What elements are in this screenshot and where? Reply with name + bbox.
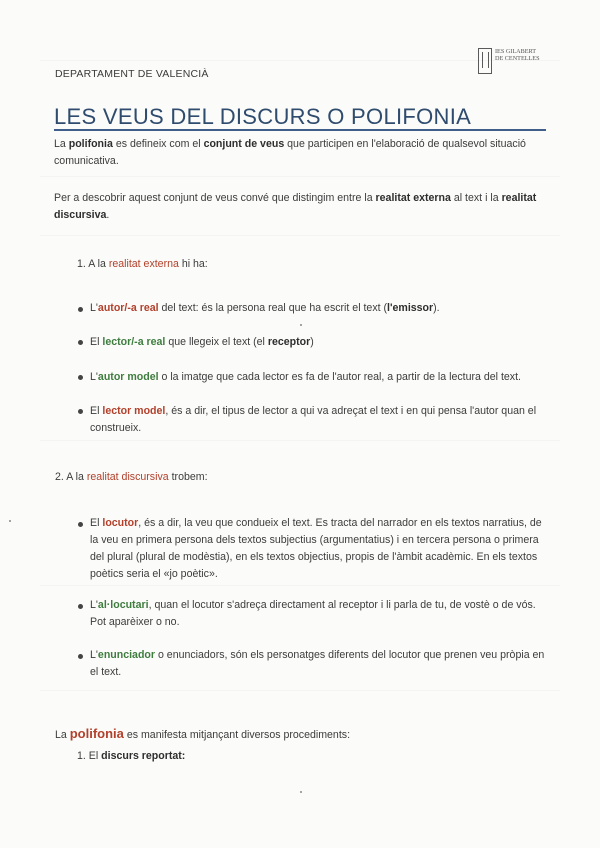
logo-line-1: IES GILABERT	[495, 48, 537, 55]
list-item-lector-real: El lector/-a real que llegeix el text (el receptor)	[90, 336, 314, 348]
polifonia-procediments: La polifonia es manifesta mitjançant diversos procediments:	[55, 726, 351, 741]
bullet-icon	[78, 340, 83, 345]
school-logo	[478, 48, 540, 74]
show-through-line	[40, 176, 560, 177]
show-through-line	[40, 585, 560, 586]
bullet-icon	[78, 654, 83, 659]
show-through-line	[40, 440, 560, 441]
list-item-lector-model: El lector model, és a dir, el tipus de lector a qui va adreçat el text i en qui pensa l'autor quan el construeix.	[90, 405, 537, 434]
section-1-heading: 1. A la realitat externa hi ha:	[77, 258, 208, 270]
bullet-icon	[78, 604, 83, 609]
intro-definition: La polifonia es defineix com el conjunt de veus que participen en l'elaboració de qualsevol situació comunicativa.	[54, 138, 526, 167]
show-through-line	[40, 235, 560, 236]
page-title: LES VEUS DEL DISCURS O POLIFONIA	[54, 104, 472, 129]
bullet-icon	[78, 522, 83, 527]
bullet-icon	[78, 409, 83, 414]
logo-text	[495, 48, 540, 62]
list-item-autor-model: L'autor model o la imatge que cada lector es fa de l'autor real, a partir de la lectura del text.	[90, 371, 521, 383]
department-header: DEPARTAMENT DE VALENCIÀ	[55, 68, 209, 80]
section-2-heading: 2. A la realitat discursiva trobem:	[55, 471, 208, 483]
list-item-allocutari: L'al·locutari, quan el locutor s'adreça directament al receptor i li parla de tu, de vostè o de vós. Pot aparèixer o no.	[90, 599, 536, 628]
logo-line-2: DE CENTELLES	[495, 55, 540, 62]
logo-mark-icon	[478, 48, 492, 74]
show-through-line	[40, 690, 560, 691]
bullet-icon	[78, 307, 83, 312]
list-item-enunciador: L'enunciador o enunciadors, són els personatges diferents del locutor que prenen veu pròpia en el text.	[90, 649, 545, 678]
scan-speck	[300, 791, 302, 793]
intro-distinction: Per a descobrir aquest conjunt de veus convé que distingim entre la realitat externa al text i la realitat discursiva.	[54, 192, 537, 221]
list-item-autor-real: L'autor/-a real del text: és la persona real que ha escrit el text (l'emissor).	[90, 302, 440, 314]
scan-speck	[300, 324, 302, 326]
title-underline	[54, 129, 546, 131]
scan-speck	[9, 520, 11, 522]
list-item-locutor: El locutor, és a dir, la veu que condueix el text. Es tracta del narrador en els textos narratius, de la veu en primera persona dels textos subjectius (argumentatius) i en tercera persona o primera del plural (plural de modèstia), en els textos objectius, propis de l'àmbit acadèmic. En els textos poètics seria el «jo poètic».	[90, 517, 542, 580]
list-item-discurs-reportat: 1. El discurs reportat:	[77, 750, 186, 762]
bullet-icon	[78, 375, 83, 380]
